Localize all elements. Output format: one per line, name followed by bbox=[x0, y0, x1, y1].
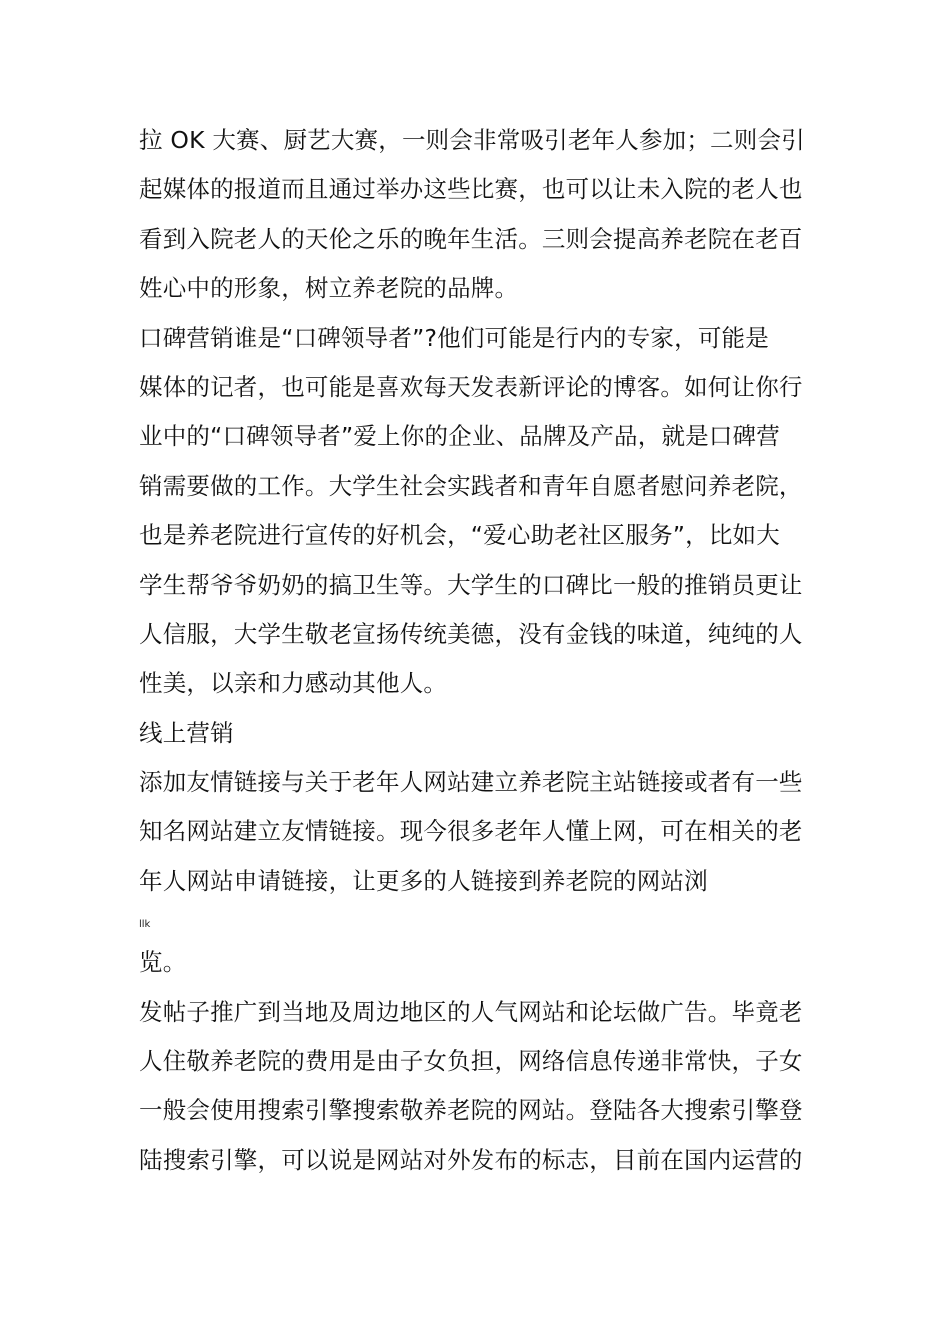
text-line: 性美，以亲和力感动其他人。 bbox=[139, 669, 448, 698]
paragraph-continuation bbox=[139, 938, 799, 987]
text-line: 销需要做的工作。大学生社会实践者和青年自愿者慰问养老院， bbox=[139, 471, 803, 500]
paragraph-friend-links bbox=[139, 758, 803, 906]
text-line: 发帖子推广到当地及周边地区的人气网站和论坛做广告。毕竟老 bbox=[139, 997, 803, 1026]
paragraph-contest-promotion bbox=[139, 116, 805, 314]
text-line: 口碑营销谁是“口碑领导者”?他们可能是行内的专家，可能是 bbox=[139, 323, 769, 352]
text-line: 姓心中的形象，树立养老院的品牌。 bbox=[139, 274, 519, 303]
text-line: 览。 bbox=[139, 948, 187, 977]
document-page bbox=[139, 116, 805, 1185]
text-line: 学生帮爷爷奶奶的搞卫生等。大学生的口碑比一般的推销员更让 bbox=[139, 570, 803, 599]
text-line: 人住敬养老院的费用是由子女负担，网络信息传递非常快，子女 bbox=[139, 1047, 803, 1076]
text-line: 人信服，大学生敬老宣扬传统美德，没有金钱的味道，纯纯的人 bbox=[139, 619, 803, 648]
section-heading-online-marketing bbox=[139, 709, 799, 758]
text-line: 年人网站申请链接，让更多的人链接到养老院的网站浏 bbox=[139, 866, 708, 895]
text-line: 添加友情链接与关于老年人网站建立养老院主站链接或者有一些 bbox=[139, 768, 803, 797]
text-line: 也是养老院进行宣传的好机会，“爱心助老社区服务”，比如大 bbox=[139, 521, 780, 550]
text-line: 媒体的记者，也可能是喜欢每天发表新评论的博客。如何让你行 bbox=[139, 372, 803, 401]
text-line: 业中的“口碑领导者”爱上你的企业、品牌及产品，就是口碑营 bbox=[139, 422, 780, 451]
section-heading: 线上营销 bbox=[139, 718, 234, 747]
text-line: 拉 OK 大赛、厨艺大赛，一则会非常吸引老年人参加；二则会引 bbox=[139, 126, 805, 154]
text-line: 陆搜索引擎，可以说是网站对外发布的标志，目前在国内运营的 bbox=[139, 1145, 803, 1174]
paragraph-word-of-mouth bbox=[139, 314, 803, 709]
stray-mark: llk bbox=[139, 919, 151, 931]
text-line: 起媒体的报道而且通过举办这些比赛，也可以让未入院的老人也 bbox=[139, 175, 803, 204]
text-line: 一般会使用搜索引擎搜索敬养老院的网站。登陆各大搜索引擎登 bbox=[139, 1096, 803, 1125]
text-line: 知名网站建立友情链接。现今很多老年人懂上网，可在相关的老 bbox=[139, 817, 803, 846]
paragraph-forum-ads bbox=[139, 988, 803, 1186]
text-line: 看到入院老人的天伦之乐的晚年生活。三则会提高养老院在老百 bbox=[139, 224, 803, 253]
